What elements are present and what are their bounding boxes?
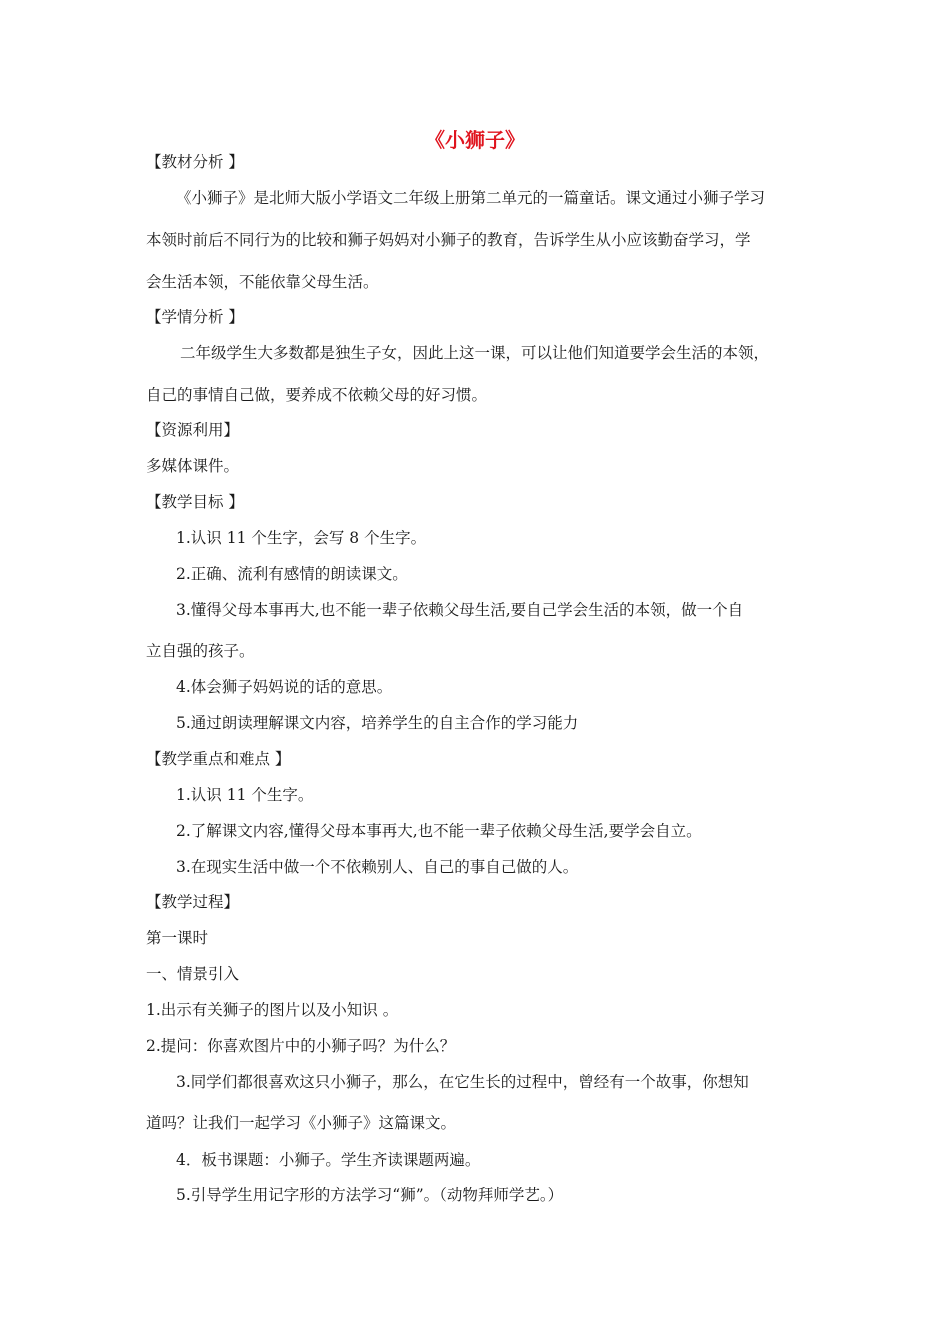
section-heading-learner: 【学情分析 】 — [146, 308, 244, 326]
paragraph-line: 《小狮子》是北师大版小学语文二年级上册第二单元的一篇童话。课文通过小狮子学习 — [176, 189, 766, 207]
list-item-continuation: 立自强的孩子。 — [146, 642, 255, 660]
list-item: 1.出示有关狮子的图片以及小知识 。 — [146, 1001, 399, 1019]
list-item: 2.提问：你喜欢图片中的小狮子吗？为什么？ — [146, 1037, 456, 1055]
list-item: 3.同学们都很喜欢这只小狮子，那么，在它生长的过程中，曾经有一个故事，你想知 — [176, 1073, 749, 1091]
paragraph-line: 二年级学生大多数都是独生子女，因此上这一课，可以让他们知道要学会生活的本领， — [180, 344, 770, 362]
paragraph-line: 多媒体课件。 — [146, 457, 240, 475]
section-heading-key-points: 【教学重点和难点 】 — [146, 750, 291, 768]
section-heading-goals: 【教学目标 】 — [146, 493, 244, 511]
list-item: 4．板书课题：小狮子。学生齐读课题两遍。 — [176, 1151, 481, 1169]
list-item: 5.通过朗读理解课文内容，培养学生的自主合作的学习能力 — [176, 714, 579, 732]
section-heading-resource: 【资源利用】 — [146, 421, 240, 439]
document-title: 《小狮子》 — [425, 128, 525, 152]
paragraph-line: 会生活本领，不能依靠父母生活。 — [146, 273, 379, 291]
list-item: 2.了解课文内容,懂得父母本事再大,也不能一辈子依赖父母生活,要学会自立。 — [176, 822, 702, 840]
paragraph-line: 自己的事情自己做，要养成不依赖父母的好习惯。 — [146, 386, 488, 404]
section-heading-process: 【教学过程】 — [146, 893, 240, 911]
list-item: 3.在现实生活中做一个不依赖别人、自己的事自己做的人。 — [176, 858, 579, 876]
paragraph-line: 本领时前后不同行为的比较和狮子妈妈对小狮子的教育，告诉学生从小应该勤奋学习，学 — [146, 231, 751, 249]
list-item: 5.引导学生用记字形的方法学习“狮”。（动物拜师学艺。） — [176, 1186, 564, 1204]
list-item: 1.认识 11 个生字。 — [176, 786, 314, 804]
subsection-heading: 一、情景引入 — [146, 965, 240, 983]
lesson-label: 第一课时 — [146, 929, 209, 947]
list-item: 2.正确、流利有感情的朗读课文。 — [176, 565, 408, 583]
list-item-continuation: 道吗？让我们一起学习《小狮子》这篇课文。 — [146, 1114, 457, 1132]
list-item: 1.认识 11 个生字，会写 8 个生字。 — [176, 529, 427, 547]
list-item: 4.体会狮子妈妈说的话的意思。 — [176, 678, 393, 696]
list-item: 3.懂得父母本事再大,也不能一辈子依赖父母生活,要自己学会生活的本领，做一个自 — [176, 601, 744, 619]
section-heading-textbook: 【教材分析 】 — [146, 153, 244, 171]
